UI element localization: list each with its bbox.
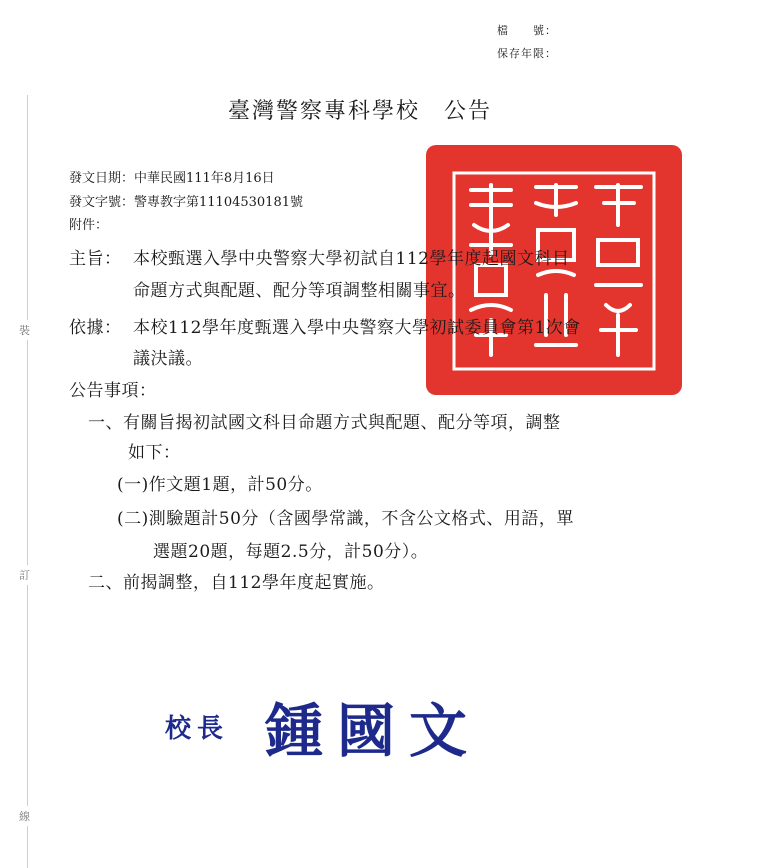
official-seal [426, 145, 682, 395]
subject-line-1: 本校甄選入學中央警察大學初試自112學年度起國文科目 [133, 249, 570, 269]
notice-sub-item-2-line-1: (二)測驗題計50分（含國學常識，不含公文格式、用語，單 [117, 509, 574, 529]
retention-period-label: 保存年限： [497, 47, 557, 60]
basis-label: 依據： [69, 318, 122, 338]
subject-line-2: 命題方式與配題、配分等項調整相關事宜。 [133, 281, 466, 301]
basis-line-1: 本校112學年度甄選入學中央警察大學初試委員會第1次會 [133, 318, 581, 338]
notice-sub-item-2-line-2: 選題20題，每題2.5分，計50分）。 [153, 542, 429, 562]
notice-item-1-line-2: 如下： [128, 443, 181, 463]
signature-title: 校長 [165, 714, 230, 744]
basis-line-2: 議決議。 [133, 349, 203, 369]
attachment-label: 附件： [69, 218, 109, 233]
binding-mark-xian: 線 [19, 806, 30, 826]
subject-label: 主旨： [69, 249, 122, 269]
binding-mark-ding: 訂 [19, 565, 30, 585]
principal-signature [165, 680, 525, 770]
binding-line [27, 95, 28, 868]
notice-item-1-line-1: 一、有關旨揭初試國文科目命題方式與配題、配分等項，調整 [88, 413, 561, 433]
file-number-label: 檔 號： [497, 24, 557, 37]
signature-name: 鍾國文 [265, 697, 482, 765]
notice-sub-item-1: (一)作文題1題，計50分。 [117, 475, 323, 495]
issue-date: 發文日期：中華民國111年8月16日 [69, 171, 275, 186]
notice-heading: 公告事項： [69, 381, 157, 401]
document-number: 發文字號：警專教字第11104530181號 [69, 195, 303, 210]
page-title: 臺灣警察專科學校 公告 [228, 99, 493, 124]
binding-mark-zhuang: 裝 [19, 320, 30, 340]
notice-item-2: 二、前揭調整，自112學年度起實施。 [88, 573, 385, 593]
